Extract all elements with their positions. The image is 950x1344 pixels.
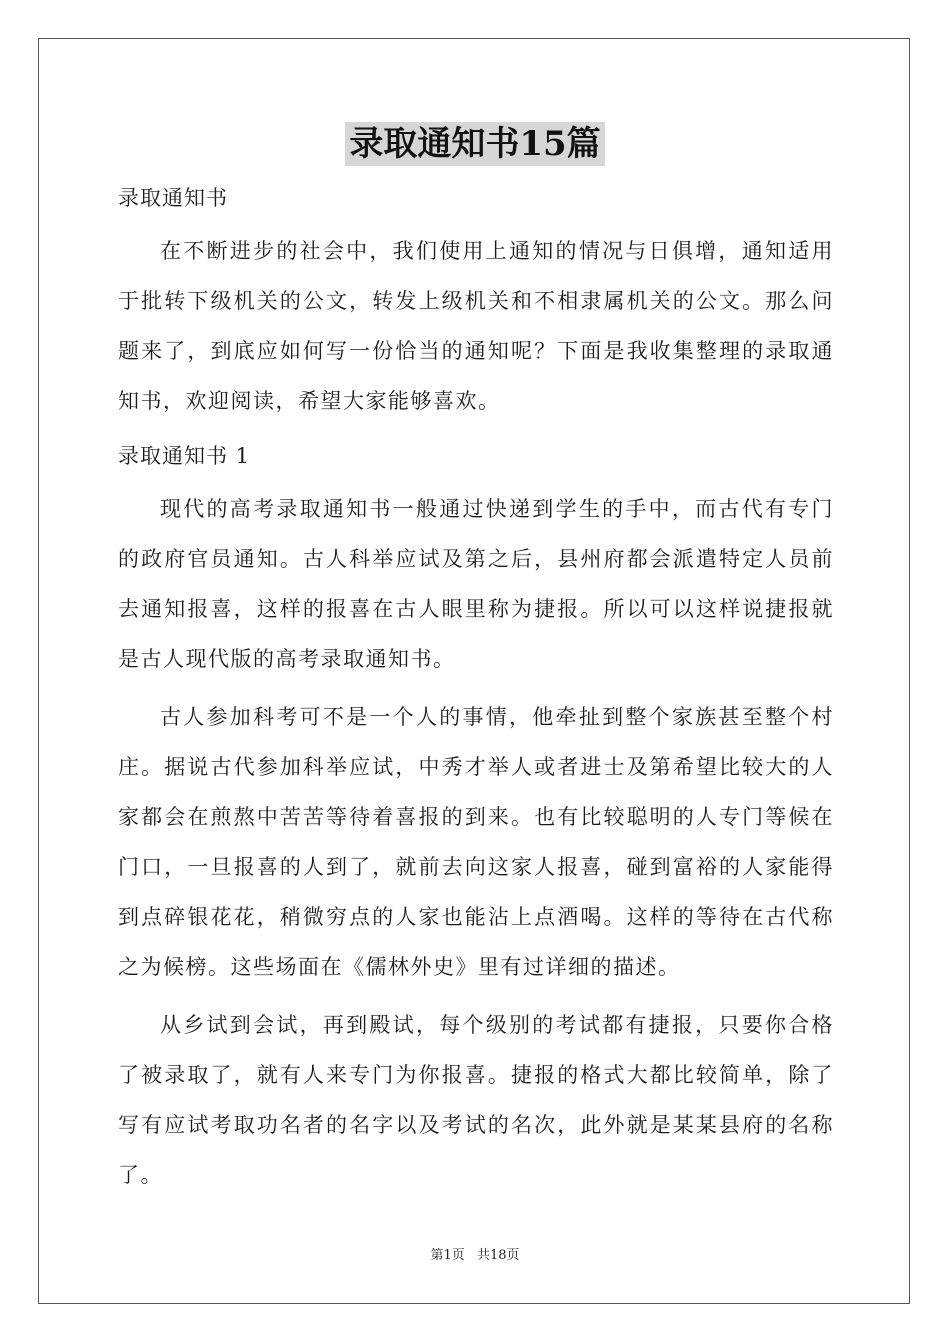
page-footer bbox=[0, 1246, 950, 1266]
page-number-total: 共18页 bbox=[476, 1248, 520, 1263]
section-heading-intro: 录取通知书 bbox=[118, 186, 228, 210]
section-heading-1: 录取通知书 1 bbox=[118, 444, 251, 468]
title-container bbox=[0, 122, 950, 166]
paragraph-1-2: 古人参加科考可不是一个人的事情，他牵扯到整个家族甚至整个村庄。据说古代参加科举应试，中秀才举人或者进士及第希望比较大的人家都会在煎熬中苦苦等待着喜报的到来。也有比较聪明的人专门等候在门口，一旦报喜的人到了，就前去向这家人报喜，碰到富裕的人家能得到点碎银花花，稍微穷点的人家也能沾上点酒喝。这样的等待在古代称之为候榜。这些场面在《儒林外史》里有过详细的描述。 bbox=[118, 705, 834, 979]
paragraph-1-3: 从乡试到会试，再到殿试，每个级别的考试都有捷报，只要你合格了被录取了，就有人来专门为你报喜。捷报的格式大都比较简单，除了写有应试考取功名者的名字以及考试的名次，此外就是某某县府的名称了。 bbox=[118, 1013, 834, 1187]
document-body bbox=[118, 178, 834, 1200]
document-title: 录取通知书15篇 bbox=[345, 122, 604, 166]
paragraph-1-1: 现代的高考录取通知书一般通过快递到学生的手中，而古代有专门的政府官员通知。古人科举应试及第之后，县州府都会派遣特定人员前去通知报喜，这样的报喜在古人眼里称为捷报。所以可以这样说捷报就是古人现代版的高考录取通知书。 bbox=[118, 497, 834, 671]
page-number-current: 第1页 bbox=[430, 1248, 465, 1263]
paragraph-intro: 在不断进步的社会中，我们使用上通知的情况与日俱增，通知适用于批转下级机关的公文，转发上级机关和不相隶属机关的公文。那么问题来了，到底应如何写一份恰当的通知呢？下面是我收集整理的录取通知书，欢迎阅读，希望大家能够喜欢。 bbox=[118, 239, 834, 413]
